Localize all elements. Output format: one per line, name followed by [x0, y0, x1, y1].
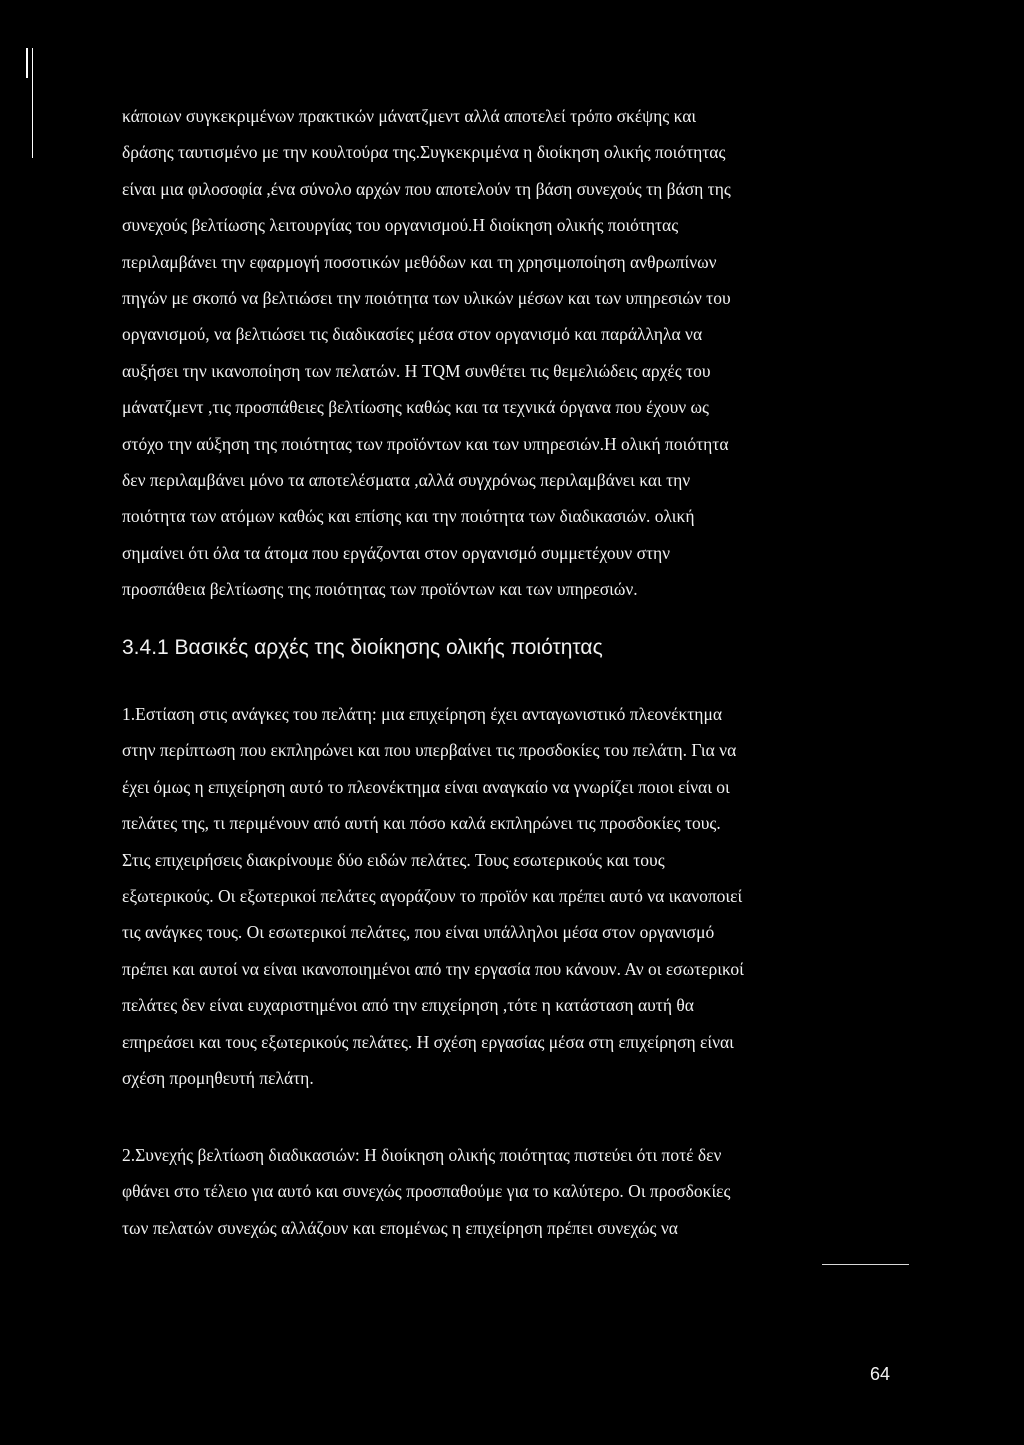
paragraph-customer-focus — [122, 696, 867, 1096]
text-line: συνεχούς βελτίωσης λειτουργίας του οργανισμού.Η διοίκηση ολικής ποιότητας — [122, 215, 679, 236]
text-line: κάποιων συγκεκριμένων πρακτικών μάνατζμεντ αλλά αποτελεί τρόπο σκέψης και — [122, 106, 697, 126]
text-line: εξωτερικούς. Οι εξωτερικοί πελάτες αγοράζουν το προϊόν και πρέπει αυτό να ικανοποιεί — [122, 885, 743, 906]
footer-rule — [899, 1264, 909, 1265]
text-line: προσπάθεια βελτίωσης της ποιότητας των προϊόντων και των υπηρεσιών. — [122, 579, 638, 600]
text-line: οργανισμού, να βελτιώσει τις διαδικασίες μέσα στον οργανισμό και παράλληλα να — [122, 324, 703, 345]
section-heading: 3.4.1 Βασικές αρχές της διοίκησης ολικής ποιότητας — [122, 636, 603, 659]
scan-edge-mark — [26, 48, 28, 78]
text-line: σχέση προμηθευτή πελάτη. — [122, 1067, 314, 1088]
text-line: επηρεάσει και τους εξωτερικούς πελάτες. Η σχέση εργασίας μέσα στη επιχείρηση είναι — [122, 1031, 734, 1052]
text-line: πρέπει και αυτοί να είναι ικανοποιημένοι από την εργασία που κάνουν. Αν οι εσωτερικοί — [122, 958, 744, 979]
text-line: πελάτες δεν είναι ευχαριστημένοι από την επιχείρηση ,τότε η κατάσταση αυτή θα — [122, 995, 694, 1016]
text-line: τις ανάγκες τους. Οι εσωτερικοί πελάτες, που είναι υπάλληλοι μέσα στον οργανισμό — [122, 922, 715, 943]
text-line: 2.Συνεχής βελτίωση διαδικασιών: Η διοίκηση ολικής ποιότητας πιστεύει ότι ποτέ δεν — [122, 1145, 722, 1165]
text-line: δεν περιλαμβάνει μόνο τα αποτελέσματα ,αλλά συγχρόνως περιλαμβάνει και την — [122, 469, 691, 490]
text-line: έχει όμως η επιχείρηση αυτό το πλεονέκτημα είναι αναγκαίο να γνωρίζει ποιοι είναι οι — [122, 776, 730, 797]
text-line: μάνατζμεντ ,τις προσπάθειες βελτίωσης καθώς και τα τεχνικά όργανα που έχουν ως — [122, 397, 709, 418]
text-line: σημαίνει ότι όλα τα άτομα που εργάζονται στον οργανισμό συμμετέχουν στην — [122, 542, 671, 563]
text-line: δράσης ταυτισμένο με την κουλτούρα της.Συγκεκριμένα η διοίκηση ολικής ποιότητας — [122, 142, 726, 163]
text-line: ποιότητα των ατόμων καθώς και επίσης και την ποιότητα των διαδικασιών. ολική — [122, 506, 695, 527]
footer-rule — [822, 1264, 899, 1265]
paragraph-continuous-improvement — [122, 1137, 867, 1246]
text-line: πελάτες της, τι περιμένουν από αυτή και πόσο καλά εκπληρώνει τις προσδοκίες τους. — [122, 813, 721, 834]
paragraph-tqm-definition — [122, 98, 867, 607]
text-line: περιλαμβάνει την εφαρμογή ποσοτικών μεθόδων και τη χρησιμοποίηση ανθρωπίνων — [122, 251, 717, 272]
text-line: των πελατών συνεχώς αλλάζουν και επομένως η επιχείρηση πρέπει συνεχώς να — [122, 1217, 678, 1238]
text-line: είναι μια φιλοσοφία ,ένα σύνολο αρχών που αποτελούν τη βάση συνεχούς τη βάση της — [122, 178, 731, 199]
text-line: Στις επιχειρήσεις διακρίνουμε δύο ειδών πελάτες. Τους εσωτερικούς και τους — [122, 849, 665, 870]
text-line: στην περίπτωση που εκπληρώνει και που υπερβαίνει τις προσδοκίες του πελάτη. Για να — [122, 740, 737, 761]
text-line: αυξήσει την ικανοποίηση των πελατών. Η TQM συνθέτει τις θεμελιώδεις αρχές του — [122, 360, 711, 381]
text-line: στόχο την αύξηση της ποιότητας των προϊόντων και των υπηρεσιών.Η ολική ποιότητα — [122, 433, 729, 454]
text-line: φθάνει στο τέλειο για αυτό και συνεχώς προσπαθούμε για το καλύτερο. Οι προσδοκίες — [122, 1181, 731, 1202]
page-number: 64 — [870, 1364, 891, 1384]
text-line: 1.Εστίαση στις ανάγκες του πελάτη: μια επιχείρηση έχει ανταγωνιστικό πλεονέκτημα — [122, 704, 722, 724]
scan-edge-mark — [32, 48, 33, 158]
text-line: πηγών με σκοπό να βελτιώσει την ποιότητα των υλικών μέσων και των υπηρεσιών του — [122, 287, 731, 308]
